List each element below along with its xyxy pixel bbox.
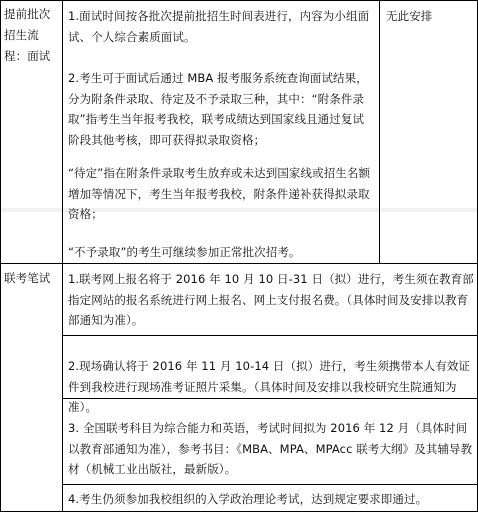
section-label-joint-exam: 联考笔试 (4, 271, 51, 285)
paragraph-interview-time: 1.面试时间按各批次提前批招生时间表进行，内容为小组面试、个人综合素质面试。 (68, 9, 370, 44)
paragraph-pending: “待定”指在附条件录取考生放弃或未达到国家线或招生名额增加等情况下，考生当年报考我校，附条件递补获得拟录取资格； (68, 166, 371, 221)
cell-divider (62, 335, 478, 336)
cell-divider (62, 484, 478, 485)
paragraph-not-admitted: “不予录取”的考生可继续参加正常批次招考。 (68, 245, 301, 259)
paragraph-online-registration: 1.联考网上报名将于 2016 年 10 月 10 日-31 日（拟）进行，考生须在教育部指定网站的报名系统进行网上报名、网上支付报名费。（具体时间及安排以教育部通知为准）。 (68, 272, 474, 327)
paragraph-exam-subjects: 3. 全国联考科目为综合能力和英语，考试时间拟为 2016 年 12 月（具体时间以教育部通知为准），参考书目：《MBA、MPA、MPAcc 联考大纲》及其辅导教材（机械工业出版社，最新版）。 (68, 421, 473, 476)
column-divider (379, 0, 380, 263)
row-divider (0, 263, 478, 264)
note-no-arrangement: 无此安排 (386, 9, 433, 23)
section-label-early-batch: 提前批次招生流程：面试 (4, 7, 51, 63)
column-divider (0, 0, 1, 512)
paragraph-onsite-confirmation: 2.现场确认将于 2016 年 11 月 10-14 日（拟）进行，考生须携带本人有效证件到我校进行现场准考证照片采集。（具体时间及安排以我校研究生院通知为准）。 (68, 359, 471, 414)
paragraph-political-exam: 4.考生仍须参加我校组织的入学政治理论考试，达到规定要求即通过。 (68, 492, 428, 506)
paragraph-interview-results: 2.考生可于面试后通过 MBA 报考服务系统查询面试结果，分为附条件录取、待定及不予录取三种，其中：“附条件录取”指考生当年报考我校，联考成绩达到国家线且通过复试阶段其他考核，即可获得拟录取资格； (68, 71, 368, 147)
column-divider (62, 0, 63, 512)
table-top-border (0, 0, 478, 1)
